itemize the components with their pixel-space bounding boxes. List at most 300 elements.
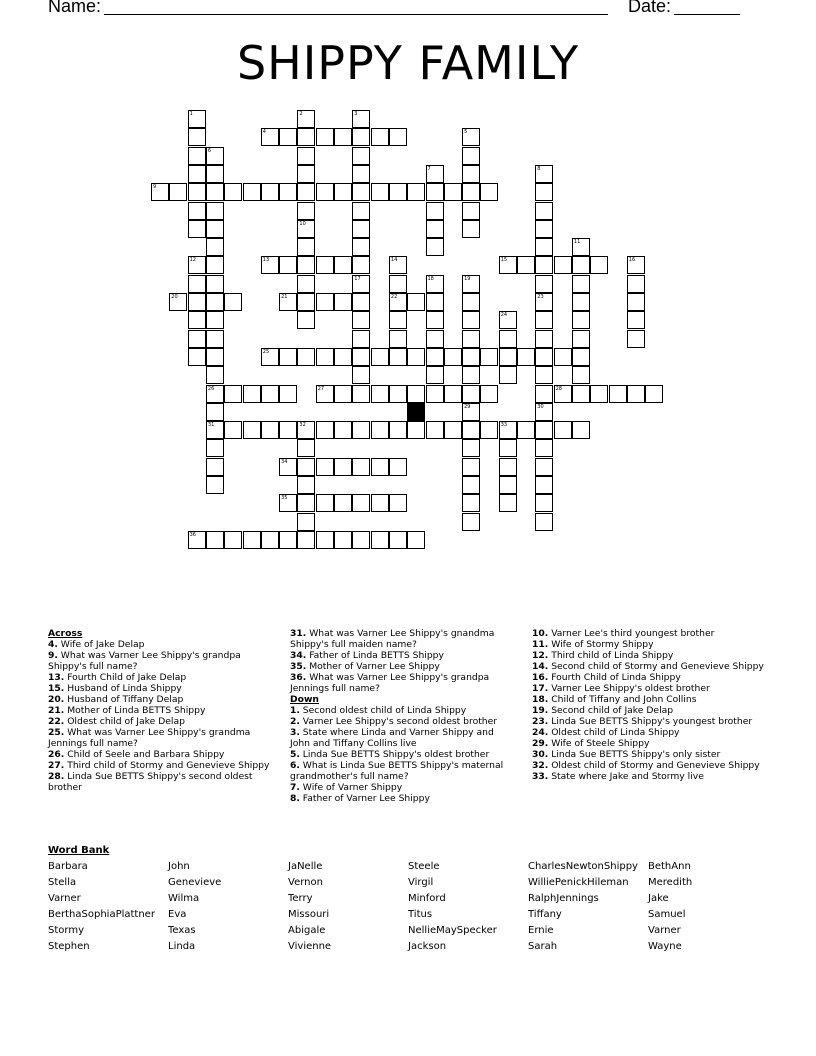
- header: [48, 0, 768, 20]
- grid-cell[interactable]: [279, 256, 297, 274]
- grid-cell[interactable]: [352, 494, 370, 512]
- grid-cell[interactable]: [535, 348, 553, 366]
- grid-cell[interactable]: [389, 494, 407, 512]
- grid-cell[interactable]: [389, 348, 407, 366]
- grid-cell[interactable]: [169, 293, 187, 311]
- grid-cell[interactable]: [535, 275, 553, 293]
- grid-cell[interactable]: [499, 476, 517, 494]
- grid-cell[interactable]: [206, 458, 224, 476]
- grid-cell[interactable]: [297, 439, 315, 457]
- grid-cell[interactable]: [243, 183, 261, 201]
- grid-cell[interactable]: [206, 421, 224, 439]
- grid-cell[interactable]: [407, 293, 425, 311]
- grid-cell[interactable]: [188, 311, 206, 329]
- grid-cell[interactable]: [188, 147, 206, 165]
- clue-number: 16.: [532, 672, 549, 683]
- word-bank-word: Steele: [408, 861, 440, 872]
- grid-cell[interactable]: [535, 403, 553, 421]
- grid-cell[interactable]: [243, 531, 261, 549]
- grid-cell[interactable]: [371, 128, 389, 146]
- grid-cell[interactable]: [535, 256, 553, 274]
- grid-cell[interactable]: [426, 385, 444, 403]
- grid-cell[interactable]: [316, 421, 334, 439]
- grid-cell[interactable]: [224, 293, 242, 311]
- grid-cell[interactable]: [297, 531, 315, 549]
- grid-cell[interactable]: [407, 183, 425, 201]
- grid-cell[interactable]: [462, 330, 480, 348]
- grid-cell[interactable]: [535, 238, 553, 256]
- grid-cell[interactable]: [261, 183, 279, 201]
- grid-cell[interactable]: [389, 293, 407, 311]
- grid-cell[interactable]: [444, 385, 462, 403]
- grid-cell[interactable]: [279, 128, 297, 146]
- clue-number: 2.: [290, 716, 300, 727]
- grid-cell[interactable]: [261, 385, 279, 403]
- clue-number: 2: [299, 111, 303, 117]
- grid-cell[interactable]: [426, 311, 444, 329]
- grid-cell[interactable]: [535, 476, 553, 494]
- clue-number: 8.: [290, 793, 300, 804]
- grid-cell[interactable]: [206, 165, 224, 183]
- grid-cell[interactable]: [224, 421, 242, 439]
- grid-cell[interactable]: [334, 128, 352, 146]
- grid-cell[interactable]: [535, 458, 553, 476]
- grid-cell[interactable]: [535, 366, 553, 384]
- grid-cell[interactable]: [188, 330, 206, 348]
- grid-cell[interactable]: [572, 311, 590, 329]
- grid-cell[interactable]: [389, 458, 407, 476]
- grid-cell[interactable]: [206, 275, 224, 293]
- grid-cell[interactable]: [426, 183, 444, 201]
- grid-cell[interactable]: [334, 421, 352, 439]
- word-bank-word: Abigale: [288, 925, 326, 936]
- grid-cell[interactable]: [554, 421, 572, 439]
- grid-cell[interactable]: [426, 366, 444, 384]
- grid-cell[interactable]: [188, 275, 206, 293]
- grid-cell[interactable]: [261, 256, 279, 274]
- grid-cell[interactable]: [572, 348, 590, 366]
- clue-item: [532, 727, 777, 738]
- grid-cell[interactable]: [371, 348, 389, 366]
- grid-cell[interactable]: [609, 385, 627, 403]
- grid-cell[interactable]: [188, 165, 206, 183]
- grid-cell[interactable]: [243, 385, 261, 403]
- grid-cell[interactable]: [499, 458, 517, 476]
- grid-cell[interactable]: [426, 330, 444, 348]
- word-bank-word: Jake: [648, 893, 669, 904]
- across-clue-list-continued: [290, 628, 515, 694]
- grid-cell[interactable]: [352, 183, 370, 201]
- grid-cell[interactable]: [352, 147, 370, 165]
- grid-cell[interactable]: [462, 366, 480, 384]
- grid-cell[interactable]: [480, 183, 498, 201]
- word-bank-word: Varner: [648, 925, 681, 936]
- grid-cell[interactable]: [389, 311, 407, 329]
- grid-cell[interactable]: [188, 183, 206, 201]
- grid-cell[interactable]: [572, 256, 590, 274]
- grid-cell[interactable]: [462, 165, 480, 183]
- grid-cell[interactable]: [554, 385, 572, 403]
- date-field[interactable]: [674, 14, 740, 15]
- grid-cell[interactable]: [297, 165, 315, 183]
- grid-cell[interactable]: [169, 183, 187, 201]
- grid-cell[interactable]: [279, 348, 297, 366]
- clue-item: [48, 727, 273, 749]
- grid-cell[interactable]: [316, 385, 334, 403]
- grid-cell[interactable]: [371, 531, 389, 549]
- grid-cell[interactable]: [462, 476, 480, 494]
- clue-text: Husband of Linda Shippy: [64, 683, 182, 694]
- grid-cell[interactable]: [224, 531, 242, 549]
- grid-cell[interactable]: [371, 183, 389, 201]
- clue-number: 10.: [532, 628, 549, 639]
- grid-cell[interactable]: [462, 147, 480, 165]
- grid-cell[interactable]: [352, 165, 370, 183]
- grid-cell[interactable]: [572, 293, 590, 311]
- clue-text: Second child of Stormy and Genevieve Shippy: [548, 661, 764, 672]
- clue-item: [290, 760, 515, 782]
- clue-number: 9: [153, 184, 157, 191]
- grid-cell[interactable]: [371, 458, 389, 476]
- grid-cell[interactable]: [554, 256, 572, 274]
- grid-cell[interactable]: [480, 421, 498, 439]
- clue-item: [290, 628, 515, 650]
- word-bank-word: Samuel: [648, 909, 686, 920]
- clue-text: Linda Sue BETTS Shippy's second oldest brother: [48, 771, 253, 793]
- grid-cell[interactable]: [188, 531, 206, 549]
- grid-cell[interactable]: [352, 275, 370, 293]
- clue-number: 12.: [532, 650, 549, 661]
- clue-text: Father of Varner Lee Shippy: [299, 793, 430, 804]
- grid-cell[interactable]: [535, 220, 553, 238]
- grid-cell[interactable]: [334, 494, 352, 512]
- clue-number: 3: [354, 111, 358, 117]
- grid-cell[interactable]: [297, 110, 315, 128]
- grid-cell[interactable]: [462, 311, 480, 329]
- grid-cell[interactable]: [224, 385, 242, 403]
- grid-cell[interactable]: [352, 238, 370, 256]
- grid-cell[interactable]: [297, 256, 315, 274]
- word-bank-word: Meredith: [648, 877, 693, 888]
- grid-cell[interactable]: [371, 421, 389, 439]
- grid-cell[interactable]: [206, 293, 224, 311]
- clue-number: 30: [537, 403, 544, 410]
- clue-number: 20.: [48, 694, 65, 705]
- grid-cell[interactable]: [499, 439, 517, 457]
- grid-cell[interactable]: [206, 439, 224, 457]
- grid-cell[interactable]: [572, 330, 590, 348]
- clue-number: 31.: [290, 628, 307, 639]
- grid-cell[interactable]: [206, 476, 224, 494]
- grid-cell[interactable]: [535, 311, 553, 329]
- grid-cell[interactable]: [499, 494, 517, 512]
- grid-cell[interactable]: [297, 128, 315, 146]
- grid-cell[interactable]: [261, 348, 279, 366]
- grid-cell[interactable]: [444, 421, 462, 439]
- grid-cell[interactable]: [462, 513, 480, 531]
- clue-item: [48, 760, 273, 771]
- grid-cell[interactable]: [297, 238, 315, 256]
- grid-cell[interactable]: [444, 348, 462, 366]
- grid-cell[interactable]: [297, 202, 315, 220]
- grid-cell[interactable]: [517, 421, 535, 439]
- grid-cell[interactable]: [206, 403, 224, 421]
- grid-cell[interactable]: [188, 293, 206, 311]
- grid-cell[interactable]: [206, 238, 224, 256]
- grid-cell[interactable]: [590, 256, 608, 274]
- grid-cell[interactable]: [407, 421, 425, 439]
- grid-cell[interactable]: [316, 256, 334, 274]
- grid-cell[interactable]: [206, 531, 224, 549]
- grid-cell[interactable]: [352, 348, 370, 366]
- grid-cell[interactable]: [352, 531, 370, 549]
- grid-cell[interactable]: [517, 348, 535, 366]
- clue-item: [48, 716, 273, 727]
- grid-cell[interactable]: [352, 220, 370, 238]
- grid-cell[interactable]: [243, 421, 261, 439]
- clue-number: 20: [171, 294, 178, 300]
- grid-cell[interactable]: [480, 348, 498, 366]
- grid-cell[interactable]: [389, 421, 407, 439]
- grid-cell[interactable]: [426, 293, 444, 311]
- grid-cell[interactable]: [316, 128, 334, 146]
- grid-cell[interactable]: [627, 311, 645, 329]
- grid-cell[interactable]: [279, 183, 297, 201]
- grid-cell[interactable]: [572, 366, 590, 384]
- grid-cell[interactable]: [297, 494, 315, 512]
- grid-cell[interactable]: [297, 421, 315, 439]
- grid-cell[interactable]: [426, 202, 444, 220]
- grid-cell[interactable]: [554, 348, 572, 366]
- grid-cell[interactable]: [188, 220, 206, 238]
- grid-cell[interactable]: [627, 330, 645, 348]
- grid-cell[interactable]: [188, 128, 206, 146]
- grid-cell[interactable]: [462, 128, 480, 146]
- grid-cell[interactable]: [279, 494, 297, 512]
- grid-cell[interactable]: [627, 293, 645, 311]
- clue-number: 32.: [532, 760, 549, 771]
- grid-cell[interactable]: [535, 330, 553, 348]
- grid-cell[interactable]: [572, 275, 590, 293]
- grid-cell[interactable]: [352, 202, 370, 220]
- clue-text: Mother of Varner Lee Shippy: [306, 661, 440, 672]
- grid-cell[interactable]: [352, 385, 370, 403]
- grid-cell[interactable]: [334, 458, 352, 476]
- grid-cell[interactable]: [206, 202, 224, 220]
- grid-cell[interactable]: [627, 256, 645, 274]
- grid-cell[interactable]: [352, 421, 370, 439]
- grid-cell[interactable]: [444, 183, 462, 201]
- clue-text: Oldest child of Linda Shippy: [548, 727, 680, 738]
- grid-cell[interactable]: [188, 202, 206, 220]
- clue-number: 5.: [290, 749, 300, 760]
- grid-cell[interactable]: [389, 275, 407, 293]
- grid-cell[interactable]: [389, 256, 407, 274]
- grid-cell[interactable]: [371, 385, 389, 403]
- grid-cell[interactable]: [535, 494, 553, 512]
- clue-item: [532, 639, 777, 650]
- clue-text: Second oldest child of Linda Shippy: [299, 705, 467, 716]
- grid-cell[interactable]: [206, 311, 224, 329]
- grid-cell[interactable]: [535, 165, 553, 183]
- grid-cell[interactable]: [297, 458, 315, 476]
- grid-cell[interactable]: [389, 385, 407, 403]
- grid-cell[interactable]: [426, 238, 444, 256]
- clue-number: 26.: [48, 749, 65, 760]
- grid-cell[interactable]: [535, 183, 553, 201]
- grid-cell[interactable]: [426, 421, 444, 439]
- grid-cell[interactable]: [535, 293, 553, 311]
- grid-cell[interactable]: [206, 220, 224, 238]
- grid-cell[interactable]: [627, 385, 645, 403]
- grid-cell[interactable]: [279, 458, 297, 476]
- grid-cell[interactable]: [297, 476, 315, 494]
- grid-cell[interactable]: [297, 183, 315, 201]
- grid-cell[interactable]: [535, 385, 553, 403]
- grid-cell[interactable]: [462, 202, 480, 220]
- grid-cell[interactable]: [371, 494, 389, 512]
- grid-cell[interactable]: [499, 348, 517, 366]
- grid-cell[interactable]: [316, 458, 334, 476]
- grid-cell[interactable]: [407, 531, 425, 549]
- grid-cell[interactable]: [462, 385, 480, 403]
- clue-item: [290, 793, 515, 804]
- grid-cell[interactable]: [279, 421, 297, 439]
- grid-cell[interactable]: [188, 110, 206, 128]
- grid-cell[interactable]: [334, 256, 352, 274]
- grid-cell[interactable]: [389, 128, 407, 146]
- grid-cell[interactable]: [352, 293, 370, 311]
- grid-cell[interactable]: [316, 531, 334, 549]
- grid-cell[interactable]: [535, 421, 553, 439]
- grid-cell[interactable]: [352, 330, 370, 348]
- clue-number: 28: [555, 385, 562, 392]
- clue-item: [532, 749, 777, 760]
- grid-cell[interactable]: [462, 421, 480, 439]
- grid-cell[interactable]: [297, 147, 315, 165]
- grid-cell[interactable]: [334, 293, 352, 311]
- grid-cell[interactable]: [499, 421, 517, 439]
- grid-cell[interactable]: [407, 348, 425, 366]
- grid-cell[interactable]: [297, 220, 315, 238]
- grid-cell[interactable]: [535, 513, 553, 531]
- grid-cell[interactable]: [261, 128, 279, 146]
- grid-cell[interactable]: [352, 366, 370, 384]
- grid-cell[interactable]: [352, 458, 370, 476]
- grid-cell[interactable]: [316, 293, 334, 311]
- grid-cell[interactable]: [499, 311, 517, 329]
- grid-cell[interactable]: [206, 256, 224, 274]
- grid-cell[interactable]: [627, 275, 645, 293]
- grid-cell[interactable]: [517, 256, 535, 274]
- grid-cell[interactable]: [499, 330, 517, 348]
- clues-column-3: [532, 628, 777, 782]
- clue-number: 36.: [290, 672, 307, 683]
- grid-cell[interactable]: [334, 183, 352, 201]
- grid-cell[interactable]: [590, 385, 608, 403]
- grid-cell[interactable]: [188, 348, 206, 366]
- grid-cell[interactable]: [462, 183, 480, 201]
- grid-cell[interactable]: [261, 531, 279, 549]
- grid-cell[interactable]: [426, 165, 444, 183]
- page-title: SHIPPY FAMILY: [236, 36, 580, 90]
- clue-number: 29.: [532, 738, 549, 749]
- grid-cell[interactable]: [297, 311, 315, 329]
- grid-cell[interactable]: [462, 439, 480, 457]
- grid-cell[interactable]: [297, 293, 315, 311]
- grid-cell[interactable]: [206, 366, 224, 384]
- grid-cell[interactable]: [206, 330, 224, 348]
- clue-text: Fourth Child of Jake Delap: [64, 672, 187, 683]
- grid-cell[interactable]: [297, 513, 315, 531]
- grid-cell[interactable]: [462, 275, 480, 293]
- word-bank-word: BethAnn: [648, 861, 691, 872]
- clue-number: 13.: [48, 672, 65, 683]
- grid-cell[interactable]: [206, 385, 224, 403]
- grid-cell[interactable]: [279, 531, 297, 549]
- name-field[interactable]: [104, 14, 608, 15]
- grid-cell[interactable]: [334, 385, 352, 403]
- grid-cell[interactable]: [352, 311, 370, 329]
- grid-cell[interactable]: [206, 348, 224, 366]
- grid-cell[interactable]: [316, 494, 334, 512]
- grid-cell[interactable]: [499, 256, 517, 274]
- grid-cell[interactable]: [462, 494, 480, 512]
- grid-cell[interactable]: [645, 385, 663, 403]
- grid-cell[interactable]: [279, 385, 297, 403]
- grid-cell[interactable]: [261, 421, 279, 439]
- grid-cell[interactable]: [224, 183, 242, 201]
- grid-cell[interactable]: [572, 385, 590, 403]
- grid-cell[interactable]: [352, 128, 370, 146]
- word-bank-word: Stormy: [48, 925, 84, 936]
- grid-cell[interactable]: [389, 531, 407, 549]
- grid-cell[interactable]: [535, 202, 553, 220]
- word-bank-word: Vernon: [288, 877, 323, 888]
- grid-cell[interactable]: [279, 293, 297, 311]
- grid-cell[interactable]: [535, 439, 553, 457]
- grid-cell[interactable]: [480, 385, 498, 403]
- grid-cell[interactable]: [389, 183, 407, 201]
- grid-cell[interactable]: [462, 293, 480, 311]
- grid-cell[interactable]: [206, 147, 224, 165]
- grid-cell[interactable]: [426, 348, 444, 366]
- grid-cell[interactable]: [151, 183, 169, 201]
- grid-cell[interactable]: [334, 531, 352, 549]
- grid-cell[interactable]: [352, 256, 370, 274]
- grid-cell[interactable]: [352, 110, 370, 128]
- grid-cell[interactable]: [297, 348, 315, 366]
- grid-cell[interactable]: [499, 366, 517, 384]
- grid-cell[interactable]: [389, 330, 407, 348]
- grid-cell[interactable]: [426, 275, 444, 293]
- clue-item: [290, 650, 515, 661]
- grid-cell[interactable]: [334, 348, 352, 366]
- grid-cell[interactable]: [462, 458, 480, 476]
- grid-cell[interactable]: [572, 238, 590, 256]
- grid-cell[interactable]: [206, 183, 224, 201]
- grid-cell[interactable]: [316, 348, 334, 366]
- grid-cell[interactable]: [462, 220, 480, 238]
- grid-cell[interactable]: [572, 421, 590, 439]
- grid-cell[interactable]: [407, 385, 425, 403]
- grid-cell[interactable]: [426, 220, 444, 238]
- grid-cell[interactable]: [188, 256, 206, 274]
- grid-cell[interactable]: [316, 183, 334, 201]
- grid-cell[interactable]: [462, 403, 480, 421]
- grid-cell[interactable]: [297, 275, 315, 293]
- grid-cell[interactable]: [462, 348, 480, 366]
